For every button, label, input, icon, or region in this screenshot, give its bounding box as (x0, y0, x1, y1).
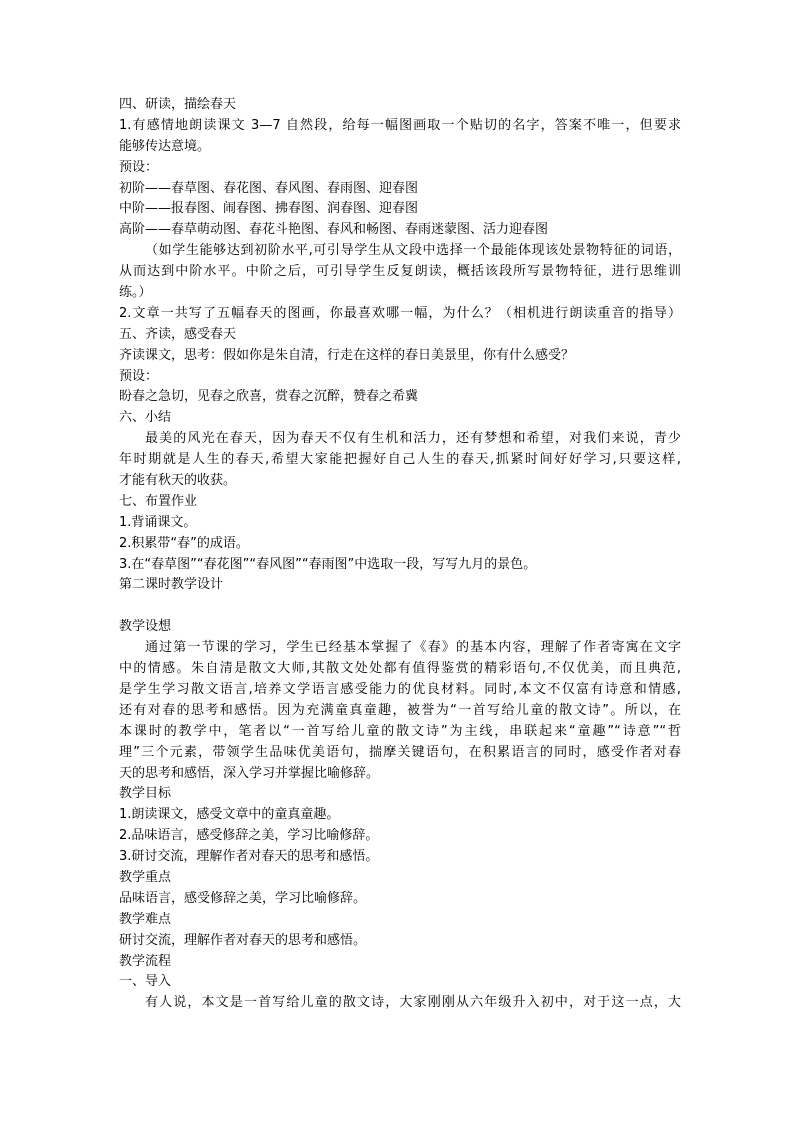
text-line: 中的情感。朱自清是散文大师,其散文处处都有值得鉴赏的精彩语句,不仅优美，而且典范, (119, 661, 681, 677)
text-line: 初阶——春草图、春花图、春风图、春雨图、迎春图 (119, 180, 419, 196)
text-line: 教学重点 (119, 869, 172, 885)
text-line: 教学设想 (119, 619, 172, 635)
text-line: 1.朗读课文，感受文章中的童真童趣。 (119, 807, 340, 823)
text-line: 还有对春的思考和感悟。因为充满童真童趣，被誉为“一首写给儿童的散文诗”。所以，在 (119, 702, 681, 718)
text-line: 天的思考和感悟，深入学习并掌握比喻修辞。 (119, 765, 380, 781)
text-line: 预设： (119, 368, 159, 384)
text-line: 3.在“春草图”“春花图”“春风图”“春雨图”中选取一段，写写九月的景色。 (119, 556, 537, 572)
text-line: 最美的风光在春天，因为春天不仅有生机和活力，还有梦想和希望，对我们来说，青少 (145, 431, 681, 447)
text-line: 通过第一节课的学习，学生已经基本掌握了《春》的基本内容，理解了作者寄寓在文字 (145, 640, 681, 656)
text-line: 从而达到中阶水平。中阶之后，可引导学生反复朗读，概括该段所写景物特征，进行思维训 (119, 264, 681, 280)
text-line: 中阶——报春图、闹春图、拂春图、润春图、迎春图 (119, 201, 419, 217)
document-page (119, 95, 681, 1014)
text-line: 1.背诵课文。 (119, 514, 197, 530)
text-line: 2.文章一共写了五幅春天的图画，你最喜欢哪一幅，为什么？（相机进行朗读重音的指导） (119, 305, 681, 321)
text-line: 第二课时教学设计 (119, 577, 224, 593)
text-line: 教学流程 (119, 953, 172, 969)
text-line: 是学生学习散文语言,培养文学语言感受能力的优良材料。同时,本文不仅富有诗意和情感, (119, 681, 681, 697)
text-line: 2.品味语言，感受修辞之美，学习比喻修辞。 (119, 828, 379, 844)
text-line: 研讨交流，理解作者对春天的思考和感悟。 (119, 932, 367, 948)
text-line: 一、导入 (119, 974, 172, 990)
text-line: 教学难点 (119, 911, 172, 927)
text-line: 高阶——春草萌动图、春花斗艳图、春风和畅图、春雨迷蒙图、活力迎春图 (119, 222, 549, 238)
text-line: 才能有秋天的收获。 (119, 473, 237, 489)
text-line: 1.有感情地朗读课文 3—7 自然段，给每一幅图画取一个贴切的名字，答案不唯一，但要求 (119, 117, 681, 133)
text-line: 有人说，本文是一首写给儿童的散文诗，大家刚刚从六年级升入初中，对于这一点，大 (145, 995, 681, 1011)
text-line: 能够传达意境。 (119, 138, 211, 154)
text-line: 品味语言，感受修辞之美，学习比喻修辞。 (119, 890, 367, 906)
blank-line (119, 596, 681, 617)
text-line: 六、小结 (119, 410, 172, 426)
text-line: 3.研讨交流，理解作者对春天的思考和感悟。 (119, 849, 379, 865)
text-line: 齐读课文，思考：假如你是朱自清，行走在这样的春日美景里，你有什么感受？ (119, 347, 575, 363)
text-line: 七、布置作业 (119, 493, 198, 509)
text-line: 年时期就是人生的春天,希望大家能把握好自己人生的春天,抓紧时间好好学习,只要这样, (119, 452, 681, 468)
text-line: 预设： (119, 159, 159, 175)
text-line: （如学生能够达到初阶水平,可引导学生从文段中选择一个最能体现该处景物特征的词语， (145, 243, 681, 259)
text-line: 五、齐读，感受春天 (119, 326, 237, 342)
text-line: 2.积累带“春”的成语。 (119, 535, 249, 551)
text-line: 四、研读，描绘春天 (119, 97, 237, 112)
text-line: 理”三个元素，带领学生品味优美语句，揣摩关键语句，在积累语言的同时，感受作者对春 (119, 744, 681, 760)
text-line: 盼春之急切，见春之欣喜，赏春之沉醉，赞春之希冀 (119, 389, 419, 405)
text-line: 练。） (119, 285, 152, 301)
text-line: 教学目标 (119, 786, 172, 802)
text-line: 本课时的教学中，笔者以“一首写给儿童的散文诗”为主线，串联起来“童趣”“诗意”“哲 (119, 723, 681, 739)
